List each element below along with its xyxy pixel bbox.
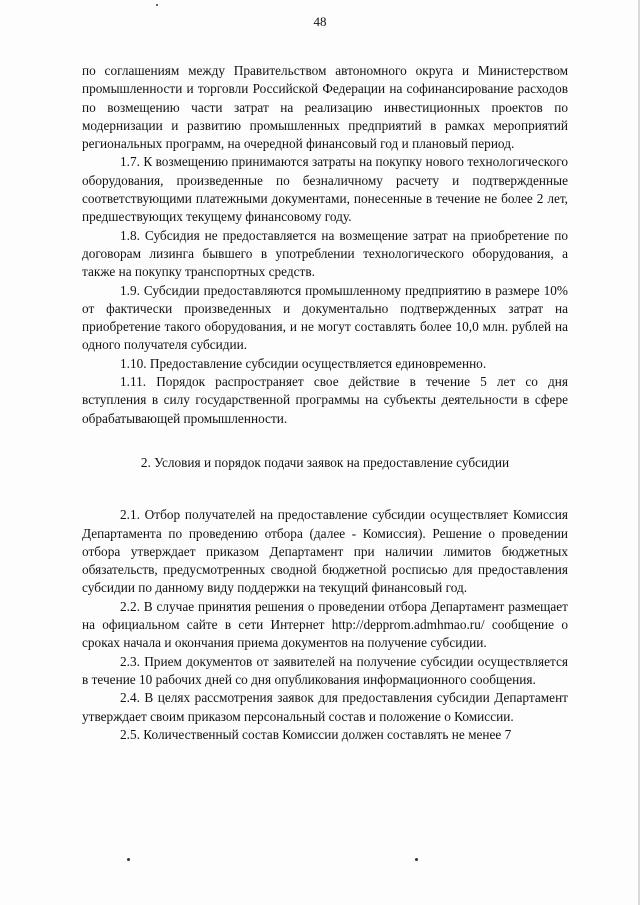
section-heading: 2. Условия и порядок подачи заявок на предоставление субсидии xyxy=(140,454,510,470)
scan-speck xyxy=(415,858,418,861)
scan-speck xyxy=(156,4,158,6)
paragraph-1-8: 1.8. Субсидия не предоставляется на возмещение затрат на приобретение по договорам лизинга бывшего в употреблении технологического оборудования, а также на покупку транспортных средств. xyxy=(82,227,568,280)
paragraph-2-5: 2.5. Количественный состав Комиссии должен составлять не менее 7 xyxy=(120,726,512,742)
page-number: 48 xyxy=(313,14,327,29)
scan-speck xyxy=(127,858,130,861)
paragraph-1-7: 1.7. К возмещению принимаются затраты на покупку нового технологического оборудования, произведенные по безналичному расчету и подтвержденные соответствующими платежными документами, понесенные в течение не более 2 лет, предшествующих текущему финансовому году. xyxy=(82,154,568,225)
paragraph-2-1: 2.1. Отбор получателей на предоставление субсидии осуществляет Комиссия Департамента по проведению отбора (далее - Комиссия). Решение о проведении отбора утверждает приказом Департамент при наличии лимитов бюджетных обязательств, предусмотренных сводной бюджетной росписью для предоставления субсидии по данному виду поддержки на текущий финансовый год. xyxy=(82,507,568,596)
paragraph-2-4: 2.4. В целях рассмотрения заявок для предоставления субсидии Департамент утверждает своим приказом персональный состав и положение о Комиссии. xyxy=(82,690,568,724)
paragraph-1-9: 1.9. Субсидии предоставляются промышленному предприятию в размере 10% от фактически произведенных и документально подтвержденных затрат на приобретение такого оборудования, и не могут составлять более 10,0 млн. рублей на одного получателя субсидии. xyxy=(82,282,568,353)
paragraph-1-11: 1.11. Порядок распространяет свое действие в течение 5 лет со дня вступления в силу государственной программы на субъекты деятельности в сфере обрабатывающей промышленности. xyxy=(82,374,568,426)
paragraph-2-3: 2.3. Прием документов от заявителей на получение субсидии осуществляется в течение 10 рабочих дней со дня опубликования информационного сообщения. xyxy=(82,653,568,687)
document-body xyxy=(82,62,568,744)
paragraph-continuation: по соглашениям между Правительством автономного округа и Министерством промышленности и торговли Российской Федерации на софинансирование расходов по возмещению части затрат на реализацию инвестиционных проектов по модернизации и развитию промышленных предприятий в рамках мероприятий региональных программ, на очередной финансовый год и плановый период. xyxy=(82,63,568,152)
paragraph-2-2: 2.2. В случае принятия решения о проведении отбора Департамент размещает на официальном сайте в сети Интернет http://depprom.admhmao.ru/ сообщение о сроках начала и окончания приема документов на получение субсидии. xyxy=(82,598,568,651)
paragraph-1-10: 1.10. Предоставление субсидии осуществляется единовременно. xyxy=(120,355,487,371)
